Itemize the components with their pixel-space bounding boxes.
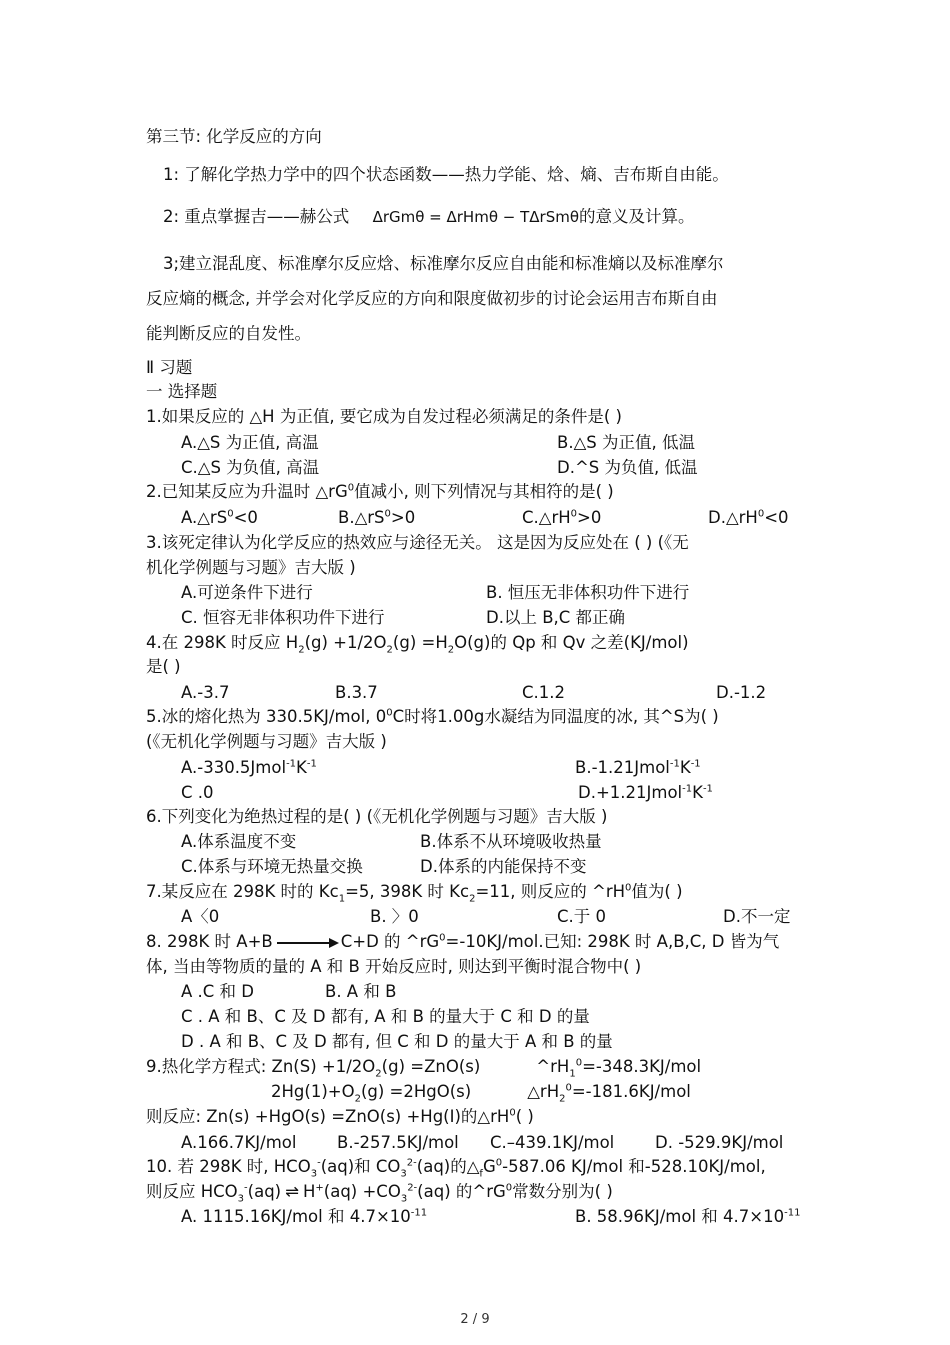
q7-option-b: B. 〉0 — [370, 907, 419, 926]
q1-option-d: D.^S 为负值, 低温 — [557, 458, 698, 477]
q3-stem: 3.该死定律认为化学反应的热效应与途径无关。 这是因为反应处在 ( ) (《无 — [146, 533, 689, 552]
q5-option-b: $B.-1.21Jmol^{-1}K^{-1}$ — [575, 758, 701, 777]
q4-option-c: C.1.2 — [522, 683, 566, 702]
q8-option-b: B. A 和 B — [325, 982, 397, 1001]
q8-option-c: C . A 和 B、C 及 D 都有, A 和 B 的量大于 C 和 D 的量 — [181, 1007, 590, 1026]
q7-option-a: A〈0 — [181, 907, 220, 926]
objective-2-prefix: 2: 重点掌握吉——赫公式 — [163, 207, 350, 226]
q9-option-a: A.166.7KJ/mol — [181, 1133, 297, 1152]
q6-option-d: D.体系的内能保持不变 — [420, 857, 587, 876]
q7-option-d: D.不一定 — [723, 907, 791, 926]
objective-1: 1: 了解化学热力学中的四个状态函数——热力学能、焓、熵、吉布斯自由能。 — [163, 165, 729, 184]
q10-stem: 10. 若 298K 时, $HCO_3^-(aq)$和 $CO_3^{2-}(aq)$的$\triangle_fG^0-587.06$ KJ/mol 和-528.10KJ/mol, — [146, 1157, 766, 1180]
q3-option-c: C. 恒容无非体积功件下进行 — [181, 608, 385, 627]
q9-equation-2: $2Hg(1)+O_2(g) =2HgO(s)$ $\triangle rH_2^0=-181.6KJ$/mol — [271, 1082, 691, 1105]
q10-option-b: B. 58.96KJ/mol 和 $4.7\times 10^{-11}$ — [575, 1207, 801, 1226]
q5-stem: 5.冰的熔化热为 330.5KJ/mol, $0^0C$时将1.00g水凝结为同温度的冰, 其^S为( ) — [146, 707, 719, 726]
subpart-title: 一 选择题 — [146, 382, 218, 401]
objective-2-suffix: 的意义及计算。 — [579, 207, 695, 226]
q3-option-a: A.可逆条件下进行 — [181, 583, 313, 602]
q4-option-a: A.-3.7 — [181, 683, 230, 702]
reaction-arrow-icon — [275, 938, 339, 948]
q4-option-b: B.3.7 — [335, 683, 378, 702]
q9-option-b: B.-257.5KJ/mol — [337, 1133, 459, 1152]
objective-3-line-3: 能判断反应的自发性。 — [146, 324, 311, 343]
q10-option-a: A. 1115.16KJ/mol 和 $4.7\times 10^{-11}$ — [181, 1207, 428, 1226]
q1-stem: 1.如果反应的 △H 为正值, 要它成为自发过程必须满足的条件是( ) — [146, 407, 622, 426]
objective-2 — [163, 206, 695, 228]
q5-stem-line-2: (《无机化学例题与习题》吉大版 ) — [146, 732, 387, 751]
q6-stem: 6.下列变化为绝热过程的是( ) (《无机化学例题与习题》吉大版 ) — [146, 807, 608, 826]
q1-option-b: B.△S 为正值, 低温 — [557, 433, 695, 452]
section-title: 第三节: 化学反应的方向 — [146, 127, 322, 146]
objective-3-line-1: 3;建立混乱度、标准摩尔反应焓、标准摩尔反应自由能和标准熵以及标准摩尔 — [163, 254, 724, 273]
q2-option-c: $C.\triangle rH^0>0$ — [522, 508, 602, 527]
q9-equation-1: 9.热化学方程式: $Zn(S) +1/2O_2(g) =ZnO(s)$ $\^{}rH_1^0=-348.3KJ$/mol — [146, 1057, 702, 1080]
q5-option-c: C .0 — [181, 783, 214, 802]
equilibrium-arrow-icon: ⇌ — [285, 1182, 299, 1201]
q3-option-b: B. 恒压无非体积功件下进行 — [486, 583, 690, 602]
q2-option-d: $D.\triangle rH^0<0$ — [708, 508, 789, 527]
part-title: Ⅱ 习题 — [146, 358, 193, 377]
q1-option-a: A.△S 为正值, 高温 — [181, 433, 319, 452]
q2-option-b: $B.\triangle rS^0>0$ — [338, 508, 416, 527]
q8-stem-line-2: 体, 当由等物质的量的 A 和 B 开始反应时, 则达到平衡时混合物中( ) — [146, 957, 642, 976]
q8-option-a: A .C 和 D — [181, 982, 254, 1001]
q9-stem: 则反应: Zn(s) +HgO(s) =ZnO(s) +Hg(I)的$\triangle rH^0$( ) — [146, 1107, 534, 1126]
q8-stem: 8. 298K 时 A+B C+D 的 $\^{}rG^0=-10KJ$/mol.已知: 298K 时 A,B,C, D 皆为气 — [146, 932, 780, 951]
q4-stem: 4.在 298K 时反应 $H_2(g) +1/2O_2(g) =H_2O(g)$的 Qp 和 Qv 之差(KJ/mol) — [146, 633, 689, 656]
q3-stem-line-2: 机化学例题与习题》吉大版 ) — [146, 558, 356, 577]
q6-option-a: A.体系温度不变 — [181, 832, 297, 851]
q5-option-d: $D.+1.21Jmol^{-1}K^{-1}$ — [578, 783, 713, 802]
q2-stem: 2.已知某反应为升温时 $\triangle rG^0$值减小, 则下列情况与其相符的是( ) — [146, 482, 614, 501]
q8-option-d: D . A 和 B、C 及 D 都有, 但 C 和 D 的量大于 A 和 B 的量 — [181, 1032, 613, 1051]
q5-option-a: $A.-330.5Jmol^{-1}K^{-1}$ — [181, 758, 317, 777]
q10-stem-line-2: 则反应 $HCO_3^-(aq)$ ⇌ $H^+(aq) +CO_3^{2-}(aq)$ 的$\^{}rG^0$常数分别为( ) — [146, 1182, 613, 1205]
q9-option-d: D. -529.9KJ/mol — [655, 1133, 784, 1152]
q4-stem-line-2: 是( ) — [146, 657, 181, 676]
q4-option-d: D.-1.2 — [716, 683, 767, 702]
q2-option-a: $A.\triangle rS^0<0$ — [181, 508, 258, 527]
q3-option-d: D.以上 B,C 都正确 — [486, 608, 626, 627]
objective-3-line-2: 反应熵的概念, 并学会对化学反应的方向和限度做初步的讨论会运用吉布斯自由 — [146, 289, 718, 308]
gibbs-helmholtz-formula: ΔrGmθ = ΔrHmθ − TΔrSmθ — [372, 208, 580, 226]
q7-stem: 7.某反应在 298K 时的 $Kc_1=5$, 398K 时 $Kc_2=11$, 则反应的 $\^{}rH^0$值为( ) — [146, 882, 683, 905]
q1-option-c: C.△S 为负值, 高温 — [181, 458, 320, 477]
q7-option-c: C.于 0 — [557, 907, 607, 926]
q6-option-b: B.体系不从环境吸收热量 — [420, 832, 602, 851]
q9-option-c: C.–439.1KJ/mol — [490, 1133, 615, 1152]
page-number: 2 / 9 — [460, 1312, 490, 1327]
q6-option-c: C.体系与环境无热量交换 — [181, 857, 363, 876]
